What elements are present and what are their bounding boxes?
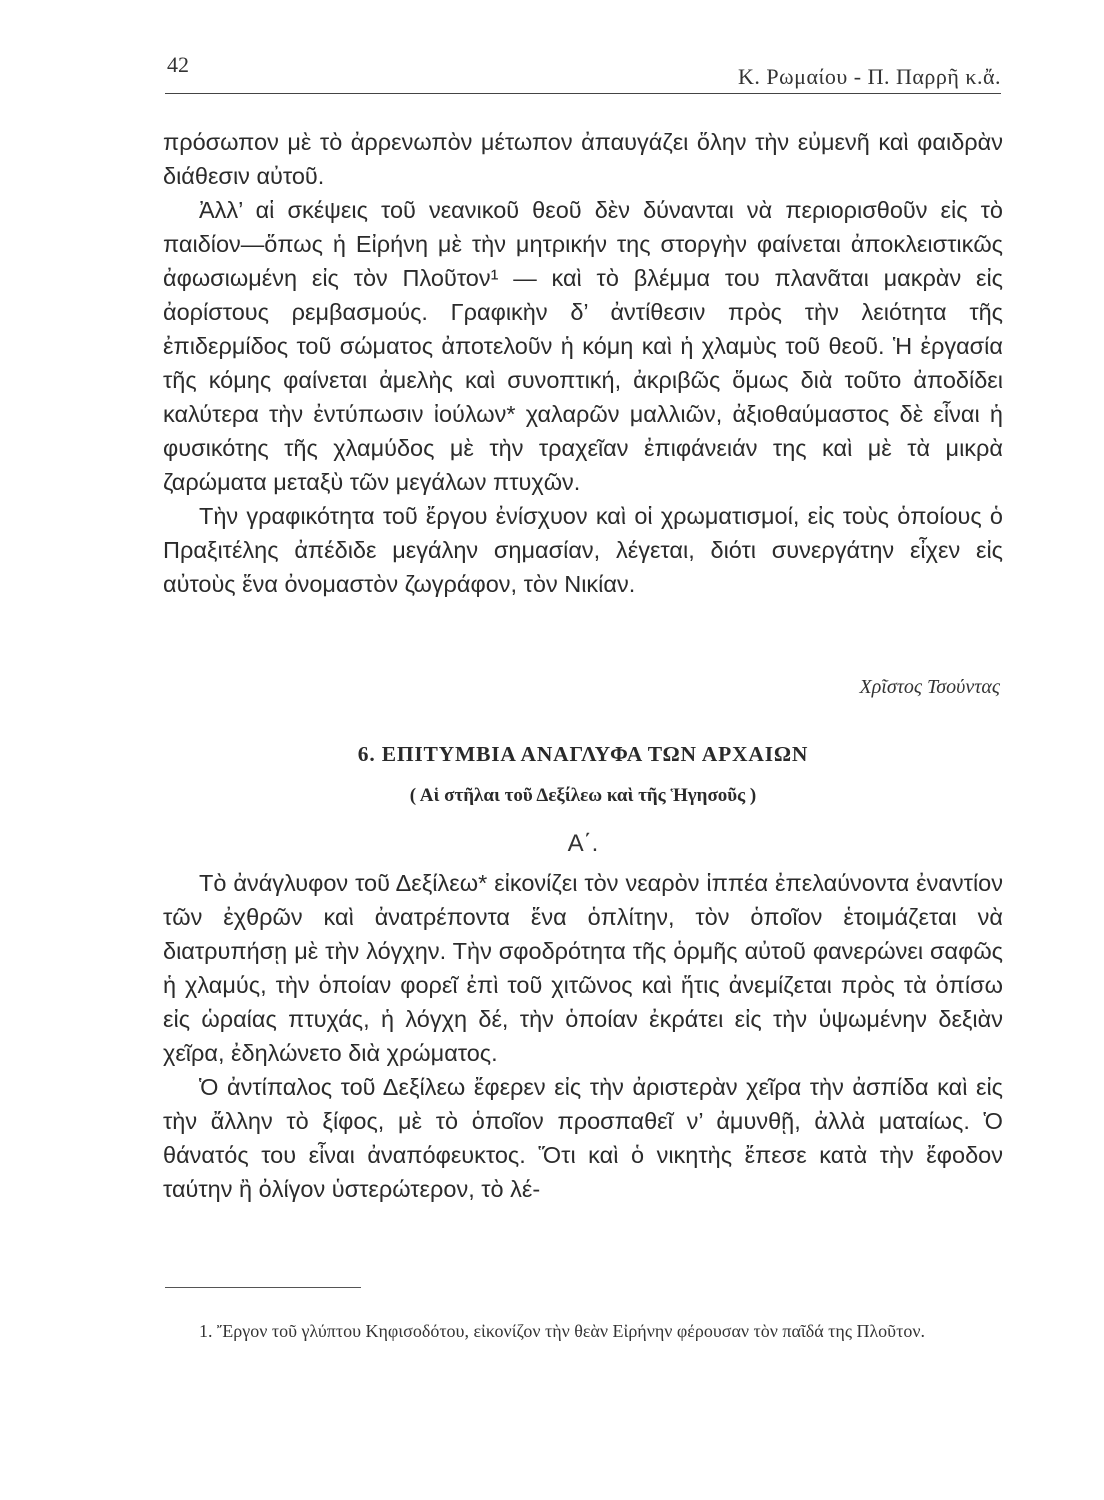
header-rule <box>165 93 1001 94</box>
paragraph: Ὁ ἀντίπαλος τοῦ Δεξίλεω ἔφερεν εἰς τὴν ἀριστερὰν χεῖρα τὴν ἀσπίδα καὶ εἰς τὴν ἄλλην τὸ ξίφος, μὲ τὸ ὁποῖον προσπαθεῖ ν’ ἀμυνθῇ, ἀλλὰ ματαίως. Ὁ θάνατός του εἶναι ἀναπόφευκτος. Ὅτι καὶ ὁ νικητὴς ἔπεσε κατὰ τὴν ἔφοδον ταύτην ἢ ὀλίγον ὑστερώτερον, τὸ λέ- <box>163 1074 1003 1202</box>
footnote-rule <box>165 1287 361 1288</box>
running-head: Κ. Ρωμαίου - Π. Παρρῆ κ.ἄ. <box>738 64 1001 89</box>
paragraph: πρόσωπον μὲ τὸ ἀρρενωπὸν μέτωπον ἀπαυγάζει ὅλην τὴν εὐμενῆ καὶ φαιδρὰν διάθεσιν αὐτοῦ. <box>163 129 1003 189</box>
footnote-text: 1. Ἔργον τοῦ γλύπτου Κηφισοδότου, εἰκονίζον τὴν θεὰν Εἰρήνην φέρουσαν τὸν παῖδά της Πλοῦτον. <box>199 1321 925 1341</box>
page-number: 42 <box>167 52 189 77</box>
page-header <box>165 52 1001 92</box>
article-2-body <box>163 866 1003 1206</box>
article-1-body <box>163 125 1003 601</box>
author-signature: Χρῖστος Τσούντας <box>859 676 1000 698</box>
paragraph: Ἀλλ’ αἱ σκέψεις τοῦ νεανικοῦ θεοῦ δὲν δύνανται νὰ περιορισθοῦν εἰς τὸ παιδίον—ὅπως ἡ Εἰρήνη μὲ τὴν μητρικήν της στοργὴν φαίνεται ἀποκλειστικῶς ἀφωσιωμένη εἰς τὸν Πλοῦτον¹ — καὶ τὸ βλέμμα του πλανᾶται μακρὰν εἰς ἀορίστους ρεμβασμούς. Γραφικὴν δ’ ἀντίθεσιν πρὸς τὴν λειότητα τῆς ἐπιδερμίδος τοῦ σώματος ἀποτελοῦν ἡ κόμη καὶ ἡ χλαμὺς τοῦ θεοῦ. Ἡ ἐργασία τῆς κόμης φαίνεται ἀμελὴς καὶ συνοπτική, ἀκριβῶς ὅμως διὰ τοῦτο ἀποδίδει καλύτερα τὴν ἐντύπωσιν ἰούλων* χαλαρῶν μαλλιῶν, ἀξιοθαύμαστος δὲ εἶναι ἡ φυσικότης τῆς χλαμύδος μὲ τὴν τραχεῖαν ἐπιφάνειάν της καὶ μὲ τὰ μικρὰ ζαρώματα μεταξὺ τῶν μεγάλων πτυχῶν. <box>163 197 1003 495</box>
paragraph: Τὴν γραφικότητα τοῦ ἔργου ἐνίσχυον καὶ οἱ χρωματισμοί, εἰς τοὺς ὁποίους ὁ Πραξιτέλης ἀπέδιδε μεγάλην σημασίαν, λέγεται, διότι συνεργάτην εἶχεν εἰς αὐτοὺς ἕνα ὀνομαστὸν ζωγράφον, τὸν Νικίαν. <box>163 503 1003 597</box>
paragraph: Τὸ ἀνάγλυφον τοῦ Δεξίλεω* εἰκονίζει τὸν νεαρὸν ἱππέα ἐπελαύνοντα ἐναντίον τῶν ἐχθρῶν καὶ ἀνατρέποντα ἕνα ὁπλίτην, τὸν ὁποῖον ἑτοιμάζεται νὰ διατρυπήσῃ μὲ τὴν λόγχην. Τὴν σφοδρότητα τῆς ὁρμῆς αὐτοῦ φανερώνει σαφῶς ἡ χλαμύς, τὴν ὁποίαν φορεῖ ἐπὶ τοῦ χιτῶνος καὶ ἥτις ἀνεμίζεται πρὸς τὰ ὀπίσω εἰς ὡραίας πτυχάς, ἡ λόγχη δέ, τὴν ὁποίαν ἐκράτει εἰς τὴν ὑψωμένην δεξιὰν χεῖρα, ἐδηλώνετο διὰ χρώματος. <box>163 870 1003 1066</box>
section-subtitle: ( Αἱ στῆλαι τοῦ Δεξίλεω καὶ τῆς Ἡγησοῦς ) <box>409 785 757 806</box>
footnote <box>163 1318 999 1345</box>
part-label: Α΄. <box>567 830 599 857</box>
section-title: 6. ΕΠΙΤΥΜΒΙΑ ΑΝΑΓΛΥΦΑ ΤΩΝ ΑΡΧΑΙΩΝ <box>357 742 809 766</box>
